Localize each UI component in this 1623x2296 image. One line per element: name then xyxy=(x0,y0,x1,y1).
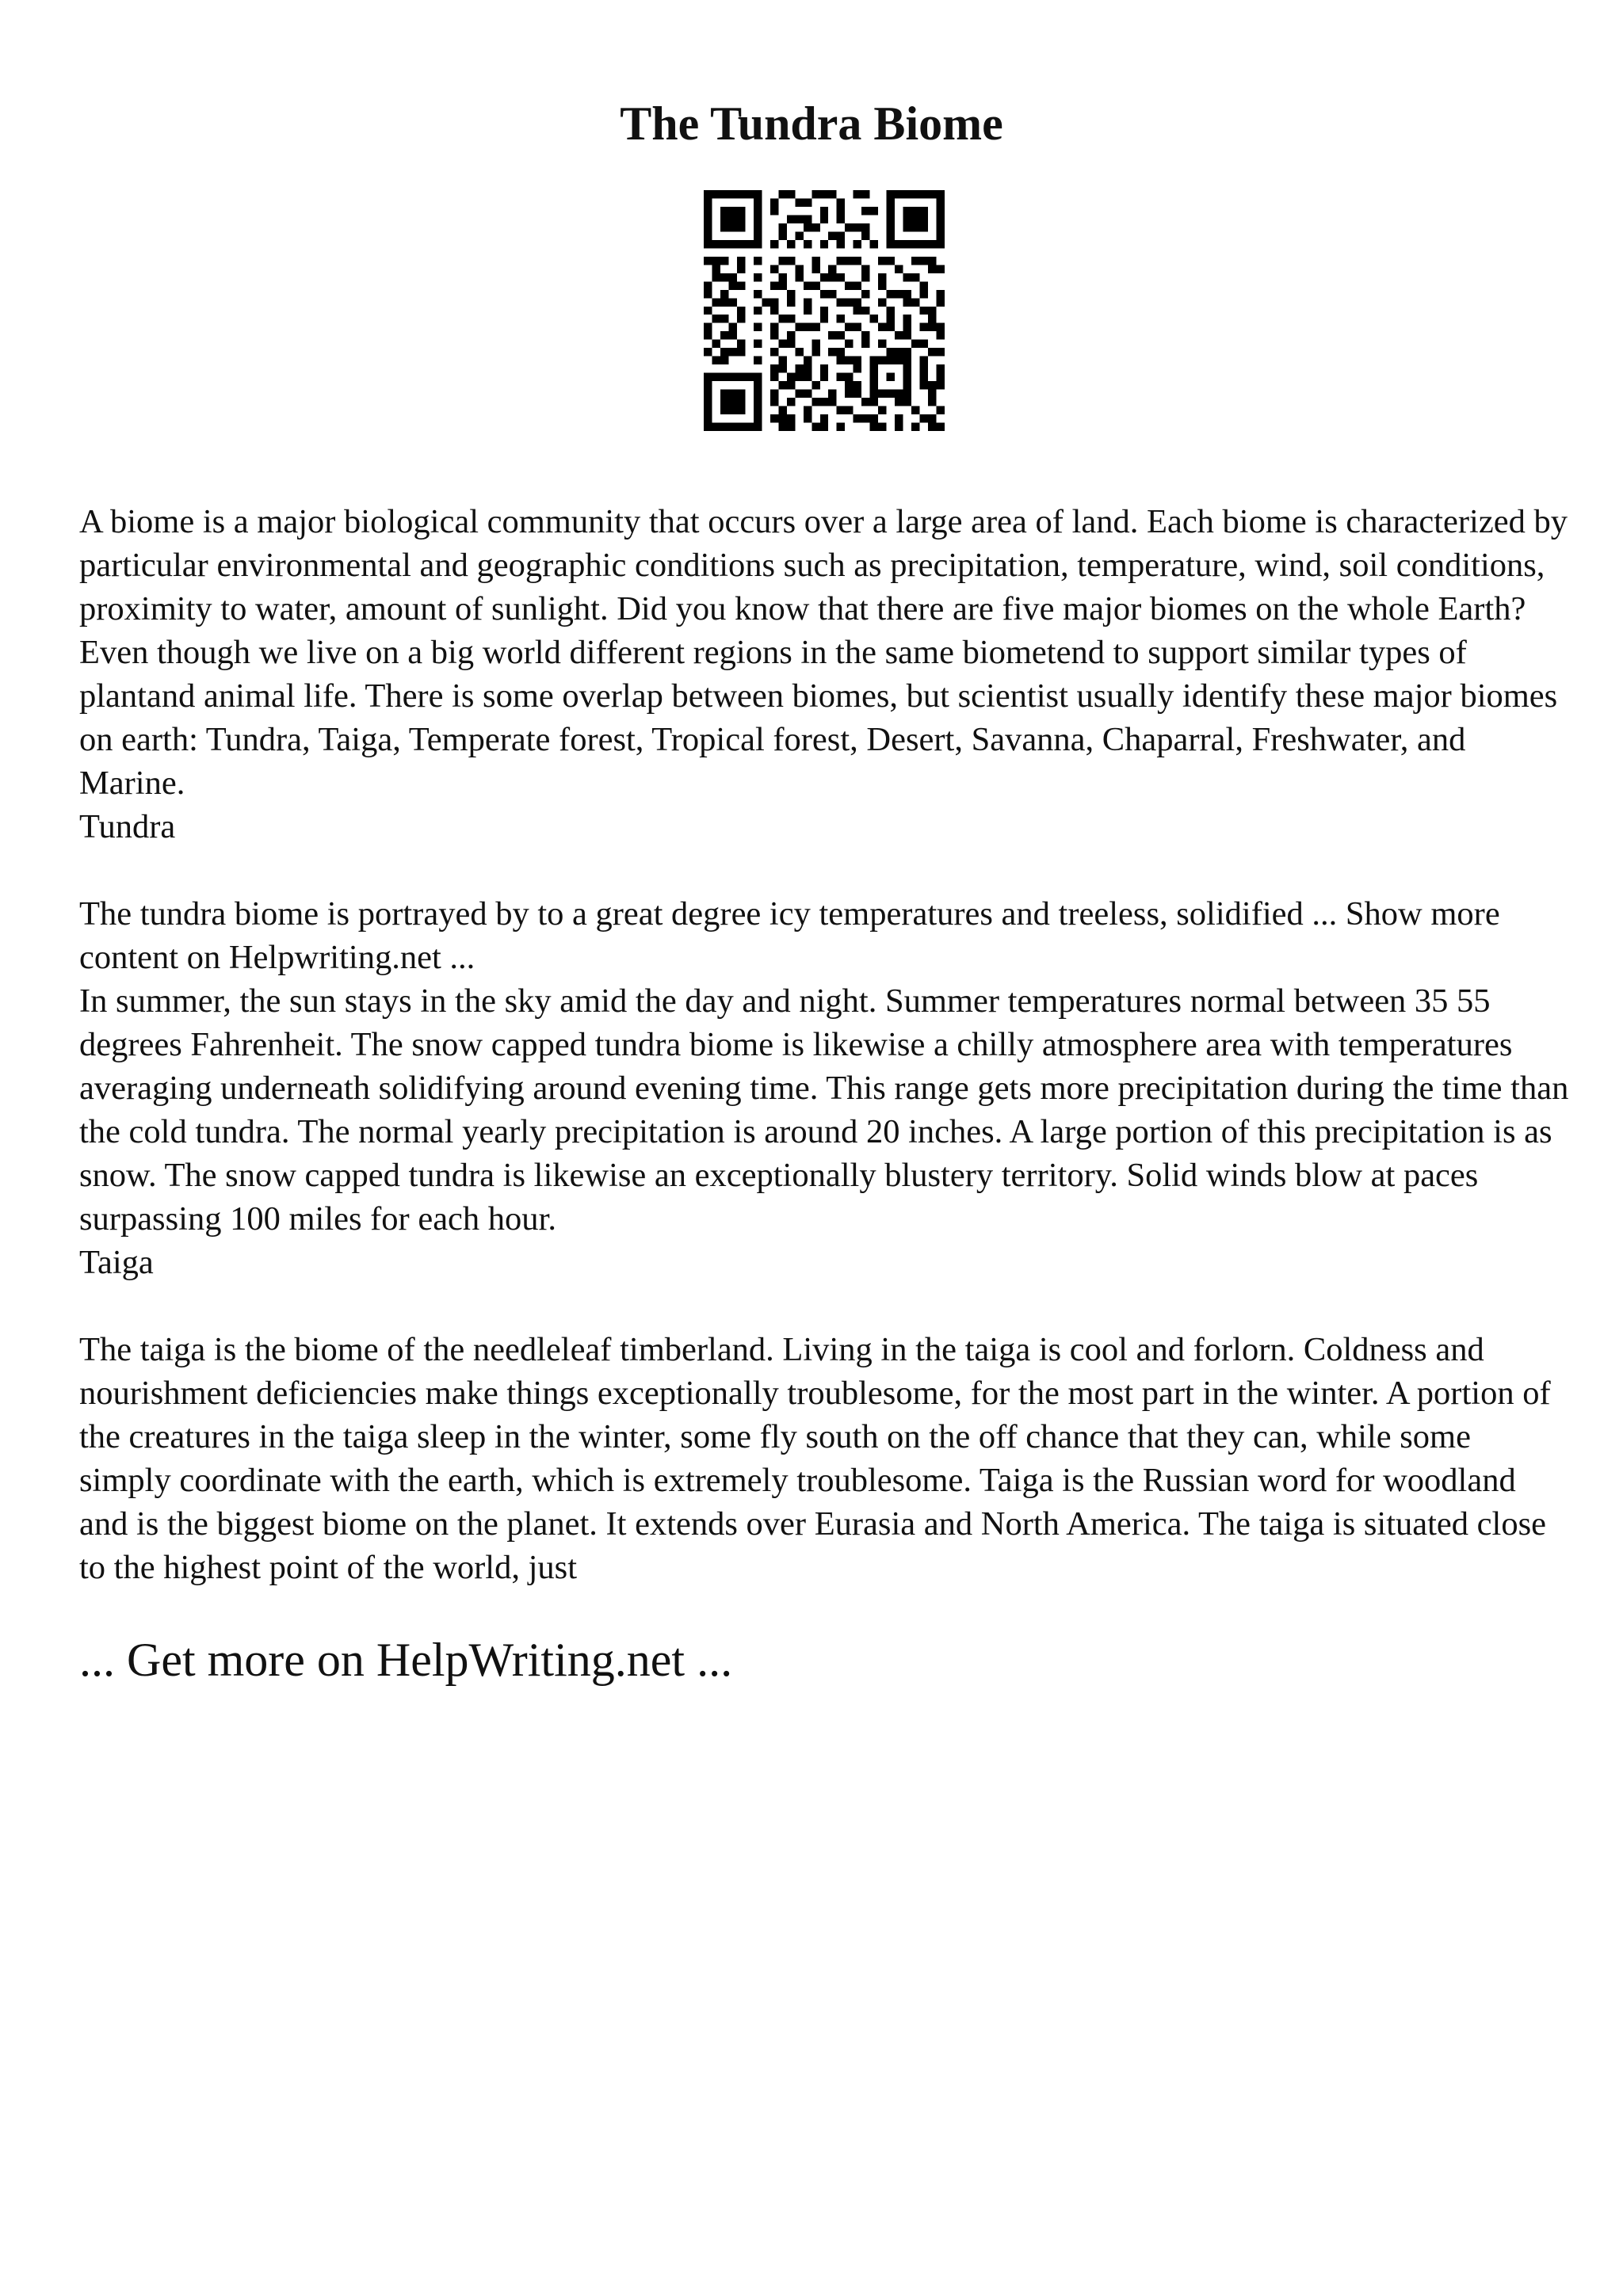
section-heading-taiga: Taiga xyxy=(79,1244,154,1281)
qr-code-icon xyxy=(704,190,945,431)
summer-paragraph: In summer, the sun stays in the sky amid the day and night. Summer temperatures normal between 35 55 degrees Fahrenheit. The snow capped tundra biome is likewise a chilly atmosphere area with temperatures averaging underneath solidifying around evening time. This range gets more precipitation during the time than the cold tundra. The normal yearly precipitation is around 20 inches. A large portion of this precipitation is as snow. The snow capped tundra is likewise an exceptionally blustery territory. Solid winds blow at paces surpassing 100 miles for each hour. xyxy=(79,982,1569,1238)
intro-paragraph: A biome is a major biological community that occurs over a large area of land. Each biome is characterized by particular environmental and geographic conditions such as precipitation, temperature, wind, soil conditions, proximity to water, amount of sunlight. Did you know that there are five major biomes on the whole Earth? Even though we live on a big world different regions in the same biometend to support similar types of plantand animal life. There is some overlap between biomes, but scientist usually identify these major biomes on earth: Tundra, Taiga, Temperate forest, Tropical forest, Desert, Savanna, Chaparral, Freshwater, and Marine. xyxy=(79,503,1568,802)
page-title: The Tundra Biome xyxy=(620,97,1003,150)
taiga-paragraph: The taiga is the biome of the needleleaf timberland. Living in the taiga is cool and forlorn. Coldness and nourishment deficiencies make things exceptionally troublesome, for the most part in the winter. A portion of the creatures in the taiga sleep in the winter, some fly south on the off chance that they can, while some simply coordinate with the earth, which is extremely troublesome. Taiga is the Russian word for woodland and is the biggest biome on the planet. It extends over Eurasia and North America. The taiga is situated close to the highest point of the world, just xyxy=(79,1331,1551,1586)
paragraph-gap xyxy=(79,1284,1569,1328)
section-heading-tundra: Tundra xyxy=(79,808,176,845)
get-more-link[interactable]: ... Get more on HelpWriting.net ... xyxy=(79,1634,733,1686)
tundra-paragraph: The tundra biome is portrayed by to a great degree icy temperatures and treeless, solidified ... Show more content on Helpwriting.net ... xyxy=(79,895,1500,976)
article-body xyxy=(79,500,1569,1589)
paragraph-gap xyxy=(79,849,1569,892)
